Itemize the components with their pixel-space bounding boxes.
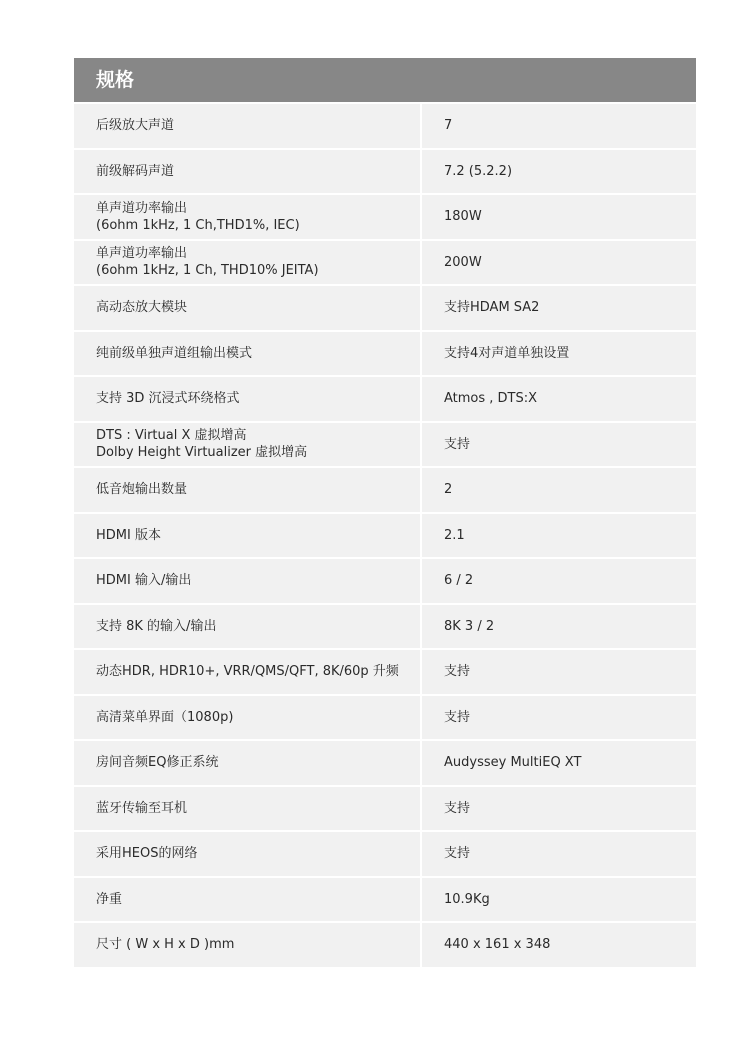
spec-value: 7.2 (5.2.2)	[422, 150, 696, 194]
spec-label-line: HDMI 版本	[96, 527, 161, 543]
spec-table	[74, 58, 696, 969]
spec-row	[74, 832, 696, 876]
spec-label	[74, 787, 420, 831]
spec-label-line: 支持 3D 沉浸式环绕格式	[96, 391, 240, 407]
spec-row	[74, 787, 696, 831]
spec-row	[74, 241, 696, 285]
spec-value: 7	[422, 104, 696, 148]
spec-value: 支持	[422, 423, 696, 467]
spec-row	[74, 104, 696, 148]
spec-value: Audyssey MultiEQ XT	[422, 741, 696, 785]
spec-label-line: 纯前级单独声道组输出模式	[96, 345, 253, 361]
spec-value: 200W	[422, 241, 696, 285]
spec-label-line: 后级放大声道	[96, 118, 175, 134]
spec-label-line: 房间音频EQ修正系统	[96, 755, 219, 771]
spec-row	[74, 150, 696, 194]
spec-row	[74, 468, 696, 512]
spec-label-line: 高动态放大模块	[96, 300, 188, 316]
spec-label-line: 净重	[96, 891, 123, 907]
spec-row	[74, 650, 696, 694]
spec-label	[74, 286, 420, 330]
spec-label	[74, 878, 420, 922]
spec-row	[74, 696, 696, 740]
spec-row	[74, 923, 696, 967]
spec-label	[74, 241, 420, 285]
spec-label-line: 支持 8K 的输入/输出	[96, 618, 217, 634]
spec-label	[74, 741, 420, 785]
spec-label	[74, 195, 420, 239]
spec-value: 支持	[422, 832, 696, 876]
spec-value: 2	[422, 468, 696, 512]
spec-label	[74, 650, 420, 694]
spec-value: Atmos , DTS:X	[422, 377, 696, 421]
spec-label-line: HDMI 输入/输出	[96, 573, 192, 589]
spec-label	[74, 423, 420, 467]
spec-value: 2.1	[422, 514, 696, 558]
spec-label-line: 前级解码声道	[96, 163, 175, 179]
spec-label-line: Dolby Height Virtualizer 虚拟增高	[96, 445, 308, 461]
spec-row	[74, 332, 696, 376]
spec-value: 10.9Kg	[422, 878, 696, 922]
spec-label-line: 尺寸 ( W x H x D )mm	[96, 937, 235, 953]
spec-value: 支持	[422, 650, 696, 694]
spec-row	[74, 605, 696, 649]
spec-label	[74, 377, 420, 421]
spec-row	[74, 514, 696, 558]
spec-value: 8K 3 / 2	[422, 605, 696, 649]
spec-label-line: 动态HDR, HDR10+, VRR/QMS/QFT, 8K/60p 升频	[96, 664, 399, 680]
spec-label-line: 采用HEOS的网络	[96, 846, 198, 862]
spec-rows	[74, 104, 696, 967]
spec-label	[74, 150, 420, 194]
spec-label-line: 蓝牙传输至耳机	[96, 800, 188, 816]
spec-label	[74, 923, 420, 967]
spec-value: 支持4对声道单独设置	[422, 332, 696, 376]
spec-label	[74, 605, 420, 649]
spec-label-line: 高清菜单界面（1080p)	[96, 709, 234, 725]
spec-value: 440 x 161 x 348	[422, 923, 696, 967]
spec-label	[74, 696, 420, 740]
spec-label	[74, 332, 420, 376]
spec-label-line: 单声道功率输出	[96, 200, 188, 216]
spec-label-line: (6ohm 1kHz, 1 Ch,THD1%, IEC)	[96, 217, 300, 233]
spec-label	[74, 468, 420, 512]
spec-table-title: 规格	[74, 58, 696, 102]
spec-row	[74, 741, 696, 785]
spec-value: 6 / 2	[422, 559, 696, 603]
spec-row	[74, 195, 696, 239]
spec-row	[74, 878, 696, 922]
spec-row	[74, 559, 696, 603]
spec-label-line: 单声道功率输出	[96, 246, 188, 262]
spec-label	[74, 559, 420, 603]
spec-value: 180W	[422, 195, 696, 239]
spec-row	[74, 377, 696, 421]
spec-label	[74, 104, 420, 148]
spec-label	[74, 832, 420, 876]
spec-row	[74, 286, 696, 330]
spec-label	[74, 514, 420, 558]
spec-label-line: (6ohm 1kHz, 1 Ch, THD10% JEITA)	[96, 263, 319, 279]
spec-value: 支持	[422, 787, 696, 831]
spec-value: 支持HDAM SA2	[422, 286, 696, 330]
spec-label-line: DTS : Virtual X 虚拟增高	[96, 428, 247, 444]
spec-row	[74, 423, 696, 467]
spec-value: 支持	[422, 696, 696, 740]
spec-label-line: 低音炮输出数量	[96, 482, 188, 498]
